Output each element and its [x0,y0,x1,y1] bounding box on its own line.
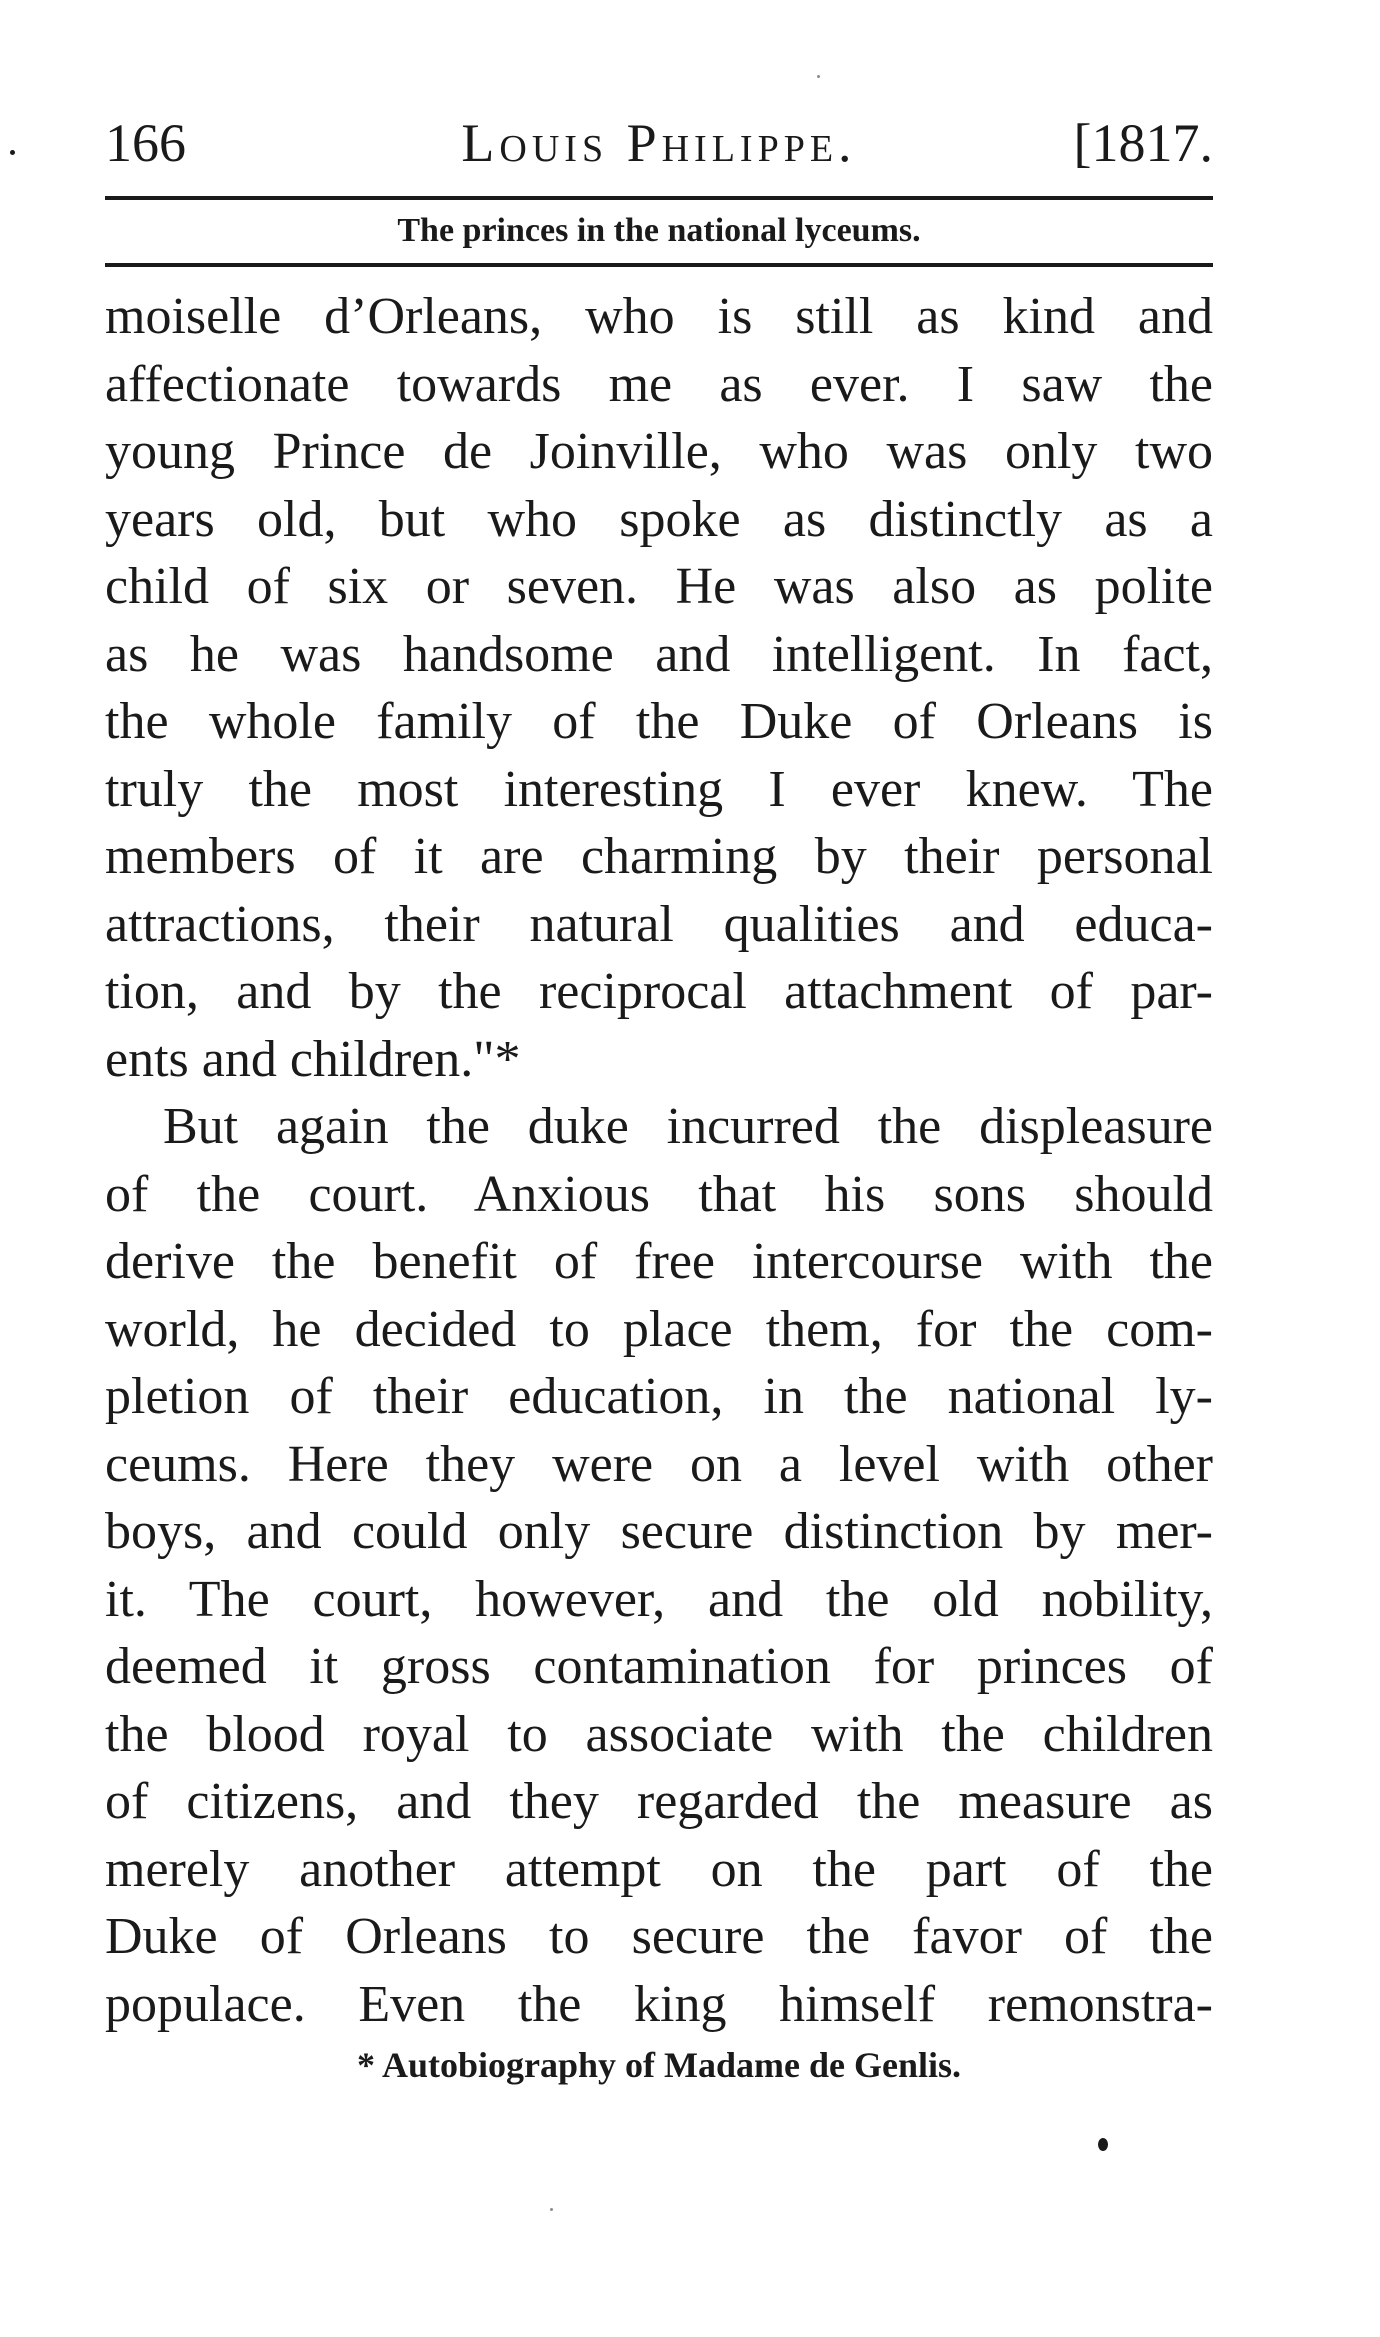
text-line: derive the benefit of free intercourse with the [105,1233,1213,1290]
ink-speck [817,75,820,78]
text-line: moiselle d’Orleans, who is still as kind and [105,288,1213,345]
running-head [105,108,1213,178]
text-line: merely another attempt on the part of the [105,1840,1213,1898]
text-line: the blood royal to associate with the children [105,1705,1213,1763]
text-line: young Prince de Joinville, who was only two [105,423,1213,480]
text-line: truly the most interesting I ever knew. The [105,760,1213,818]
text-line: world, he decided to place them, for the com- [105,1300,1213,1358]
text-line: pletion of their education, in the national ly- [105,1368,1213,1425]
footnote: * Autobiography of Madame de Genlis. [356,2045,962,2085]
running-title: Louis Philippe. [461,113,857,173]
text-line: as he was handsome and intelligent. In fact, [105,625,1213,683]
text-line: But again the duke incurred the displeasure [163,1098,1213,1155]
text-line: the whole family of the Duke of Orleans is [105,693,1213,750]
text-line: boys, and could only secure distinction by mer- [105,1503,1213,1560]
text-line: ents and children."* [105,1030,521,1088]
text-line: years old, but who spoke as distinctly as a [105,490,1213,548]
text-line: it. The court, however, and the old nobility, [105,1570,1213,1628]
ink-speck [10,150,15,155]
text-line: of the court. Anxious that his sons should [105,1165,1213,1223]
header-rule-bottom [105,263,1213,267]
ink-speck [550,2208,553,2211]
running-year: [1817. [1073,113,1213,173]
page-number: 166 [105,113,186,173]
text-line: members of it are charming by their personal [105,828,1213,885]
text-line: attractions, their natural qualities and educa- [105,895,1213,953]
text-line: Duke of Orleans to secure the favor of the [105,1908,1213,1965]
header-rule-top [105,196,1213,200]
text-line: child of six or seven. He was also as polite [105,558,1213,615]
text-line: populace. Even the king himself remonstra- [105,1975,1213,2033]
text-line: deemed it gross contamination for princes of [105,1638,1213,1695]
ink-speck [1098,2138,1108,2151]
text-line: ceums. Here they were on a level with other [105,1435,1213,1493]
text-line: tion, and by the reciprocal attachment of par- [105,963,1213,1020]
text-line: of citizens, and they regarded the measure as [105,1773,1213,1830]
section-subheading: The princes in the national lyceums. [397,212,921,249]
body-text [105,283,1213,2038]
text-line: affectionate towards me as ever. I saw the [105,355,1213,413]
